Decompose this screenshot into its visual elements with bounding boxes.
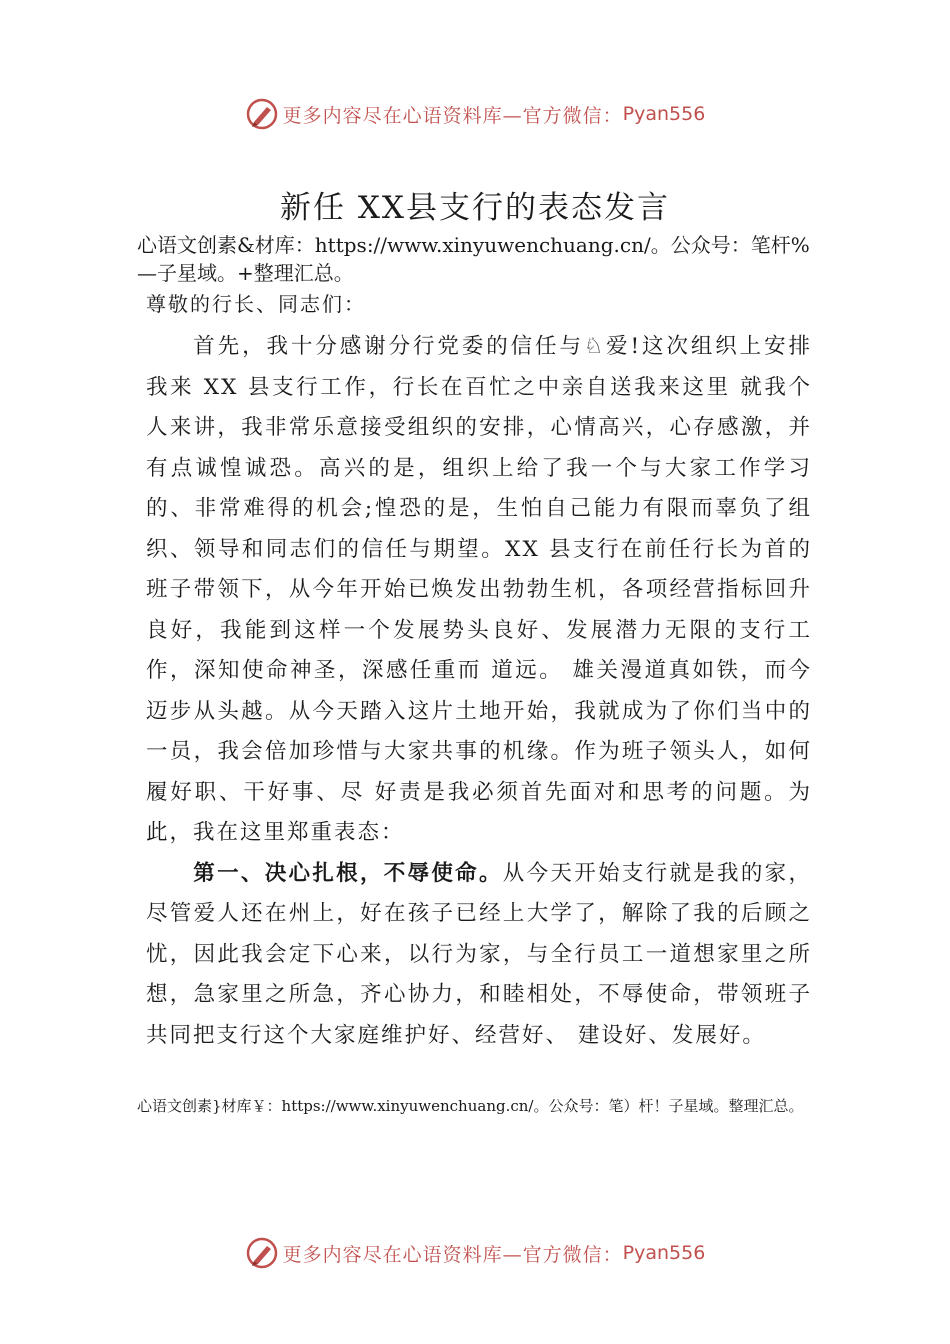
pen-logo-icon — [245, 1236, 279, 1270]
header-banner-wechat-id: Pyan556 — [622, 103, 706, 125]
header-banner — [0, 94, 950, 134]
footer-banner-wechat-id: Pyan556 — [622, 1242, 706, 1264]
source-line: 心语文创素&材库：https://www.xinyuwenchuang.cn/。公众号：笔杆%—子星域。+整理汇总。 — [137, 233, 810, 285]
document-body — [146, 327, 812, 1056]
paragraph-2-lead: 第一、决心扎根，不辱使命。 — [193, 860, 503, 886]
pen-logo-icon — [245, 97, 279, 131]
salutation: 尊敬的行长、同志们： — [146, 292, 366, 316]
header-banner-text: 更多内容尽在心语资料库—官方微信： — [282, 104, 623, 127]
document-title: 新任 XX县支行的表态发言 — [280, 190, 670, 226]
paragraph-2-text: 从今天开始支行就是我的家，尽管爱人还在州上，好在孩子已经上大学了，解除了我的后顾之忧，因此我会定下心来，以行为家，与全行员工一道想家里之所想，急家里之所急，齐心协力，和睦相处，不辱使命，带领班子共同把支行这个大家庭维护好、经营好、 建设好、发展好。 — [146, 860, 812, 1048]
footer-banner — [0, 1233, 950, 1273]
footer-banner-text: 更多内容尽在心语资料库—官方微信： — [282, 1243, 623, 1266]
footer-source-line: 心语文创素}材库￥：https://www.xinyuwenchuang.cn/。公众号：笔）杆！子星域。整理汇总。 — [137, 1097, 804, 1115]
paragraph-2 — [146, 854, 812, 1057]
paragraph-1: 首先，我十分感谢分行党委的信任与♘爱!这次组织上安排我来 XX 县支行工作，行长在百忙之中亲自送我来这里 就我个人来讲，我非常乐意接受组织的安排，心情高兴，心存感激，并有点诚惶诚恐。高兴的是，组织上给了我一个与大家工作学习的、非常难得的机会;惶恐的是，生怕自己能力有限而辜负了组织、领导和同志们的信任与期望。XX 县支行在前任行长为首的班子带领下，从今年开始已焕发出勃勃生机，各项经营指标回升良好，我能到这样一个发展势头良好、发展潜力无限的支行工作，深知使命神圣，深感任重而 道远。 雄关漫道真如铁，而今迈步从头越。从今天踏入这片土地开始，我就成为了你们当中的一员，我会倍加珍惜与大家共事的机缘。作为班子领头人，如何履好职、干好事、尽 好责是我必须首先面对和思考的问题。为此，我在这里郑重表态： — [146, 334, 812, 845]
